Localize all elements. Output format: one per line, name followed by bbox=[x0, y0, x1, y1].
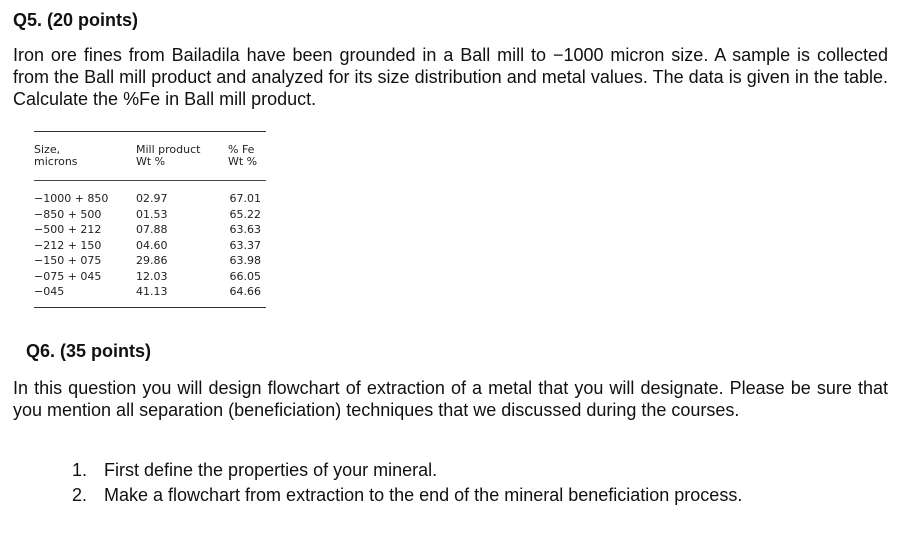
cell-fe: 63.98 bbox=[229, 254, 261, 267]
cell-wt: 04.60 bbox=[136, 238, 168, 252]
cell-wt: 29.86 bbox=[136, 254, 168, 267]
cell-size: −045 bbox=[34, 285, 65, 298]
list-item-number: 1. bbox=[72, 460, 88, 480]
table-row bbox=[34, 269, 266, 285]
table-row bbox=[34, 222, 266, 238]
cell-size: −212 + 150 bbox=[34, 238, 102, 252]
list-item-text: Make a flowchart from extraction to the end of the mineral beneficiation process. bbox=[104, 485, 743, 505]
cell-wt: 07.88 bbox=[136, 223, 168, 236]
table-top-rule bbox=[34, 131, 266, 132]
q5-text: Iron ore fines from Bailadila have been grounded in a Ball mill to −1000 micron size. A sample is collected from the Ball mill product and analyzed for its size distribution and metal values. The data is given in the table. Calculate the %Fe in Ball mill product. bbox=[13, 45, 888, 109]
table-bottom-rule bbox=[34, 307, 266, 308]
table-body bbox=[34, 191, 266, 300]
list-item bbox=[72, 483, 742, 508]
list-item-text: First define the properties of your mineral. bbox=[104, 460, 438, 480]
cell-fe: 65.22 bbox=[229, 207, 261, 221]
table-row bbox=[34, 207, 266, 223]
cell-fe: 67.01 bbox=[229, 192, 261, 205]
q6-title: Q6. (35 points) bbox=[26, 341, 152, 361]
table-header-rule bbox=[34, 180, 266, 181]
q5-title: Q5. (20 points) bbox=[13, 10, 139, 30]
cell-size: −075 + 045 bbox=[34, 269, 102, 283]
header-size-line1: Size, bbox=[34, 143, 61, 156]
cell-size: −1000 + 850 bbox=[34, 192, 109, 205]
q6-text: In this question you will design flowchart of extraction of a metal that you will designate. Please be sure that you mention all separation (beneficiation) techniques that we discussed during the courses. bbox=[13, 378, 888, 420]
cell-size: −850 + 500 bbox=[34, 207, 102, 221]
list-item bbox=[72, 458, 742, 483]
table-row bbox=[34, 191, 266, 207]
cell-fe: 66.05 bbox=[229, 269, 261, 283]
q6-task-list bbox=[72, 458, 742, 508]
header-mill-product bbox=[136, 144, 200, 168]
cell-wt: 02.97 bbox=[136, 192, 168, 205]
cell-fe: 63.37 bbox=[229, 238, 261, 252]
list-item-number: 2. bbox=[72, 485, 88, 505]
cell-wt: 41.13 bbox=[136, 285, 168, 298]
table-row bbox=[34, 284, 266, 300]
header-mill-line1: Mill product bbox=[136, 143, 201, 156]
header-size-line2: microns bbox=[34, 155, 78, 168]
header-fe-line1: % Fe bbox=[228, 143, 255, 156]
cell-size: −150 + 075 bbox=[34, 254, 102, 267]
header-fe bbox=[228, 144, 257, 168]
cell-fe: 64.66 bbox=[229, 285, 261, 298]
header-size bbox=[34, 144, 78, 168]
cell-wt: 12.03 bbox=[136, 269, 168, 283]
header-mill-line2: Wt % bbox=[136, 155, 166, 168]
header-fe-line2: Wt % bbox=[228, 155, 258, 168]
cell-size: −500 + 212 bbox=[34, 223, 102, 236]
table-row bbox=[34, 238, 266, 254]
cell-fe: 63.63 bbox=[229, 223, 261, 236]
cell-wt: 01.53 bbox=[136, 207, 168, 221]
table-row bbox=[34, 253, 266, 269]
